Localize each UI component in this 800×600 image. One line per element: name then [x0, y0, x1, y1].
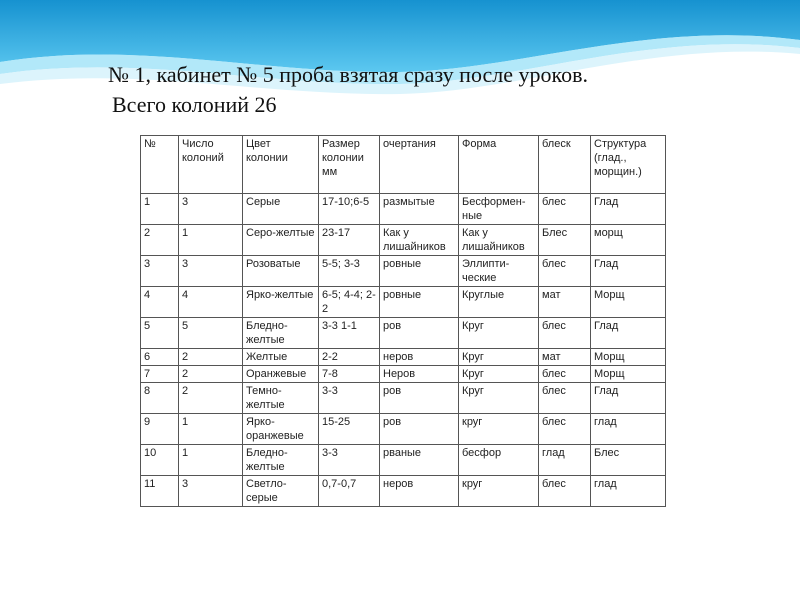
cell-shape: Как у лишайников	[459, 225, 539, 256]
cell-size: 7-8	[319, 366, 380, 383]
cell-outline: Неров	[380, 366, 459, 383]
cell-shine: блес	[539, 383, 591, 414]
cell-color: Бледно-желтые	[243, 318, 319, 349]
cell-count: 3	[179, 194, 243, 225]
cell-size: 15-25	[319, 414, 380, 445]
cell-count: 2	[179, 383, 243, 414]
table-row	[141, 287, 666, 318]
table-row	[141, 414, 666, 445]
table-row	[141, 383, 666, 414]
cell-structure: Глад	[591, 383, 666, 414]
cell-color: Серо-желтые	[243, 225, 319, 256]
cell-shine: блес	[539, 256, 591, 287]
cell-shine: мат	[539, 287, 591, 318]
table-row	[141, 256, 666, 287]
cell-number: 11	[141, 476, 179, 507]
cell-outline: ров	[380, 414, 459, 445]
cell-size: 2-2	[319, 349, 380, 366]
cell-number: 3	[141, 256, 179, 287]
cell-outline: Как у лишайников	[380, 225, 459, 256]
cell-shape: Круг	[459, 349, 539, 366]
cell-outline: рваные	[380, 445, 459, 476]
cell-structure: Блес	[591, 445, 666, 476]
cell-color: Темно-желтые	[243, 383, 319, 414]
cell-count: 1	[179, 414, 243, 445]
cell-shape: Бесформен-ные	[459, 194, 539, 225]
cell-shine: мат	[539, 349, 591, 366]
table-row	[141, 194, 666, 225]
cell-shape: круг	[459, 414, 539, 445]
cell-color: Бледно-желтые	[243, 445, 319, 476]
cell-count: 1	[179, 445, 243, 476]
cell-structure: Глад	[591, 318, 666, 349]
cell-color: Ярко-желтые	[243, 287, 319, 318]
colony-table	[140, 135, 666, 507]
cell-outline: ровные	[380, 287, 459, 318]
cell-color: Серые	[243, 194, 319, 225]
cell-count: 4	[179, 287, 243, 318]
cell-structure: глад	[591, 476, 666, 507]
cell-shape: бесфор	[459, 445, 539, 476]
cell-count: 3	[179, 476, 243, 507]
header-colony-count: Число колоний	[179, 136, 243, 194]
title-line-1: № 1, кабинет № 5 проба взятая сразу после уроков.	[108, 62, 588, 87]
cell-color: Оранжевые	[243, 366, 319, 383]
cell-outline: размытые	[380, 194, 459, 225]
cell-structure: Глад	[591, 194, 666, 225]
cell-shape: Круг	[459, 383, 539, 414]
cell-shine: Блес	[539, 225, 591, 256]
cell-count: 2	[179, 349, 243, 366]
cell-number: 4	[141, 287, 179, 318]
header-shape: Форма	[459, 136, 539, 194]
cell-shine: блес	[539, 366, 591, 383]
cell-color: Ярко-оранжевые	[243, 414, 319, 445]
cell-outline: неров	[380, 476, 459, 507]
cell-count: 2	[179, 366, 243, 383]
cell-shape: Круг	[459, 318, 539, 349]
cell-shine: глад	[539, 445, 591, 476]
cell-structure: глад	[591, 414, 666, 445]
cell-outline: ров	[380, 318, 459, 349]
table-row	[141, 318, 666, 349]
cell-number: 1	[141, 194, 179, 225]
cell-outline: неров	[380, 349, 459, 366]
cell-color: Желтые	[243, 349, 319, 366]
cell-number: 7	[141, 366, 179, 383]
header-size: Размер колонии мм	[319, 136, 380, 194]
header-color: Цвет колонии	[243, 136, 319, 194]
cell-shape: Круг	[459, 366, 539, 383]
cell-structure: морщ	[591, 225, 666, 256]
table-row	[141, 366, 666, 383]
cell-size: 17-10;6-5	[319, 194, 380, 225]
cell-shape: Эллипти-ческие	[459, 256, 539, 287]
cell-structure: Глад	[591, 256, 666, 287]
cell-outline: ров	[380, 383, 459, 414]
cell-size: 3-3	[319, 383, 380, 414]
slide-title	[108, 60, 588, 120]
cell-structure: Морщ	[591, 349, 666, 366]
table-row	[141, 349, 666, 366]
cell-structure: Морщ	[591, 287, 666, 318]
header-outline: очертания	[380, 136, 459, 194]
header-number: №	[141, 136, 179, 194]
table-row	[141, 225, 666, 256]
cell-count: 1	[179, 225, 243, 256]
title-line-2: Всего колоний 26	[112, 92, 277, 117]
cell-number: 8	[141, 383, 179, 414]
cell-number: 10	[141, 445, 179, 476]
table-row	[141, 445, 666, 476]
cell-size: 3-3	[319, 445, 380, 476]
cell-color: Розоватые	[243, 256, 319, 287]
cell-size: 6-5; 4-4; 2-2	[319, 287, 380, 318]
cell-size: 23-17	[319, 225, 380, 256]
header-shine: блеск	[539, 136, 591, 194]
cell-outline: ровные	[380, 256, 459, 287]
cell-size: 5-5; 3-3	[319, 256, 380, 287]
cell-shine: блес	[539, 194, 591, 225]
table-header-row	[141, 136, 666, 194]
cell-count: 5	[179, 318, 243, 349]
cell-size: 3-3 1-1	[319, 318, 380, 349]
cell-shine: блес	[539, 476, 591, 507]
header-structure: Структура (глад., морщин.)	[591, 136, 666, 194]
cell-shape: круг	[459, 476, 539, 507]
table-row	[141, 476, 666, 507]
cell-structure: Морщ	[591, 366, 666, 383]
cell-count: 3	[179, 256, 243, 287]
cell-number: 9	[141, 414, 179, 445]
cell-color: Светло-серые	[243, 476, 319, 507]
cell-number: 2	[141, 225, 179, 256]
cell-size: 0,7-0,7	[319, 476, 380, 507]
cell-number: 5	[141, 318, 179, 349]
cell-number: 6	[141, 349, 179, 366]
cell-shine: блес	[539, 318, 591, 349]
cell-shape: Круглые	[459, 287, 539, 318]
cell-shine: блес	[539, 414, 591, 445]
